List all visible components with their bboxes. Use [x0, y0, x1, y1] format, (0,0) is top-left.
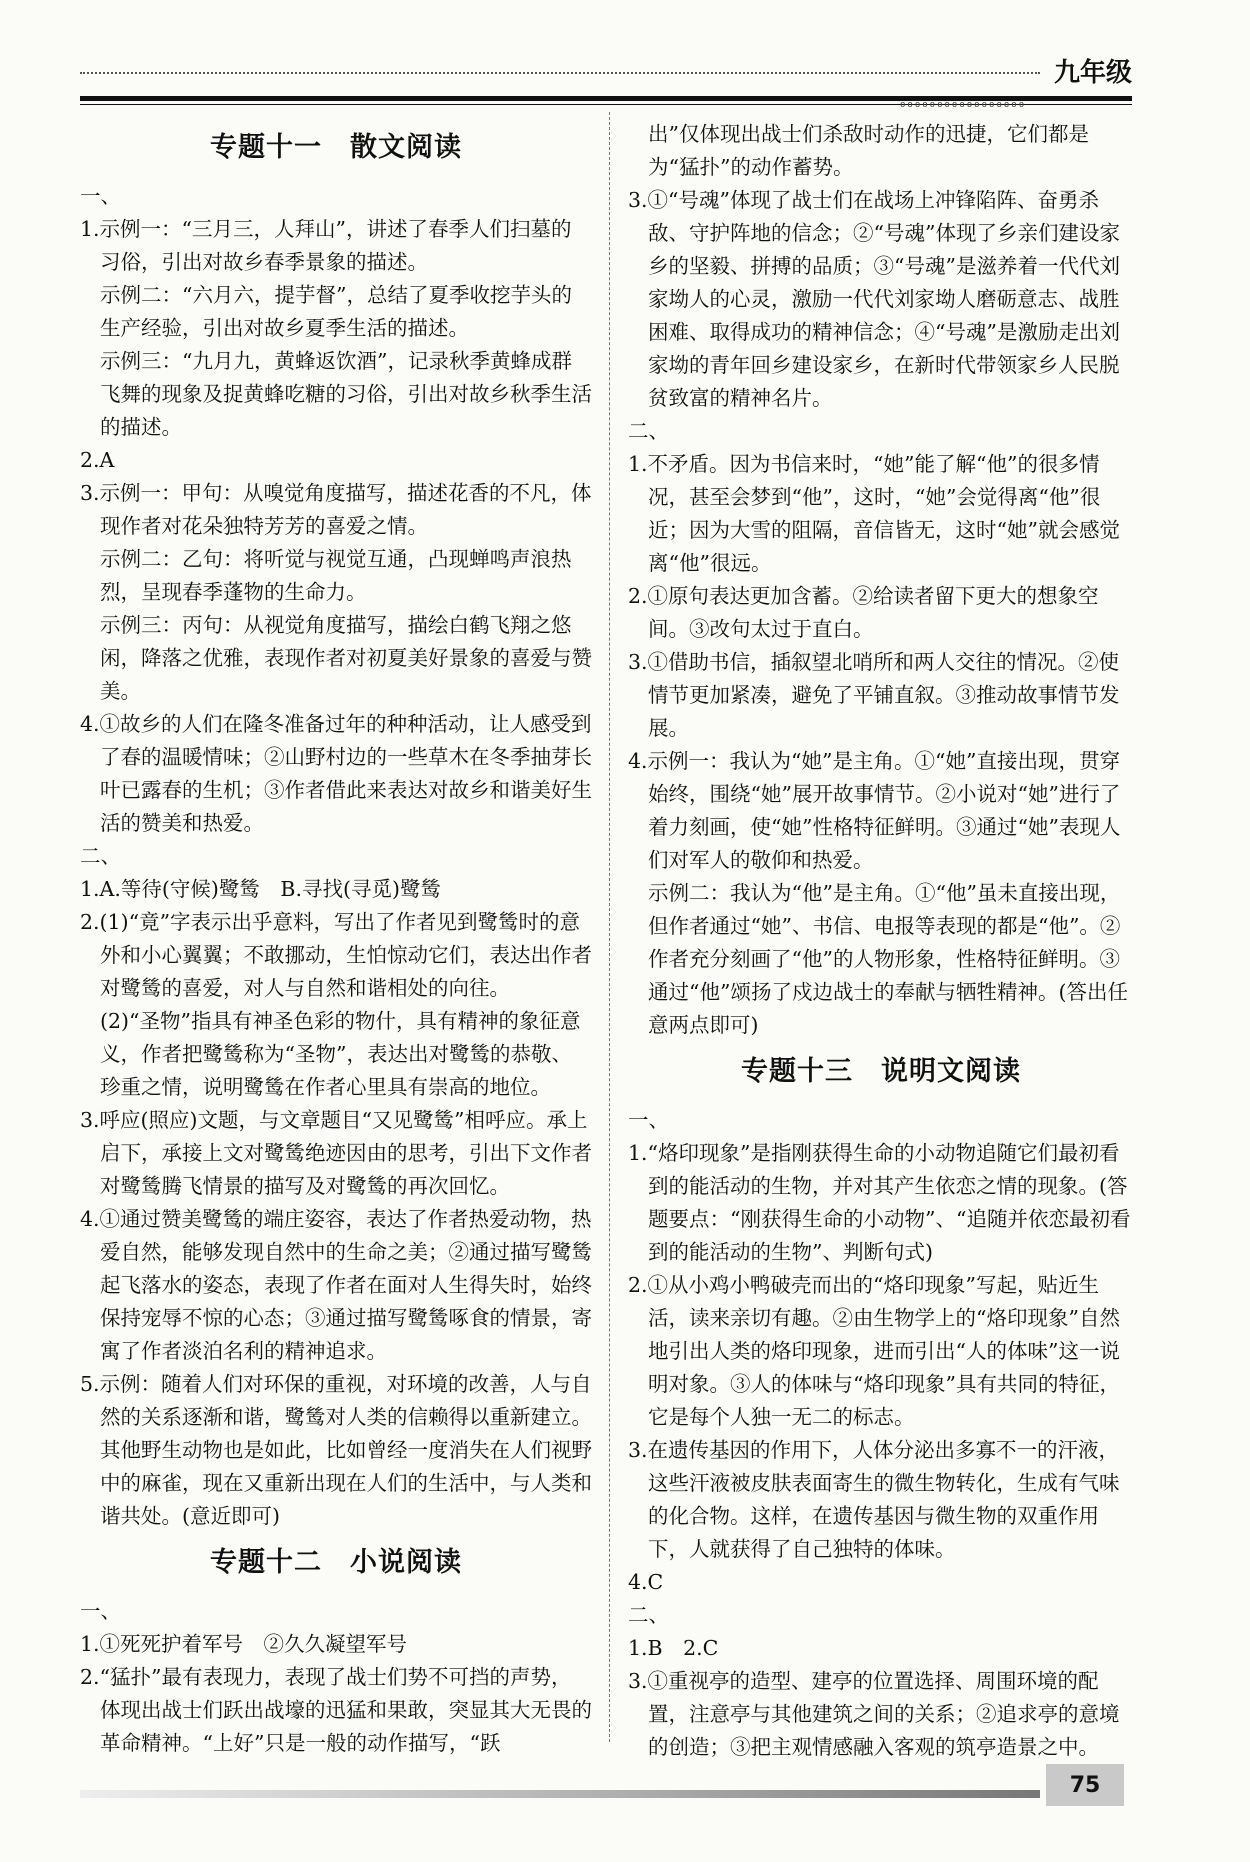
- answer-item: 1.B 2.C: [628, 1636, 719, 1660]
- answer-item: 2.(1)“竟”字表示出乎意料，写出了作者见到鹭鸶时的意外和小心翼翼；不敢挪动，生怕惊动它们，表达出作者对鹭鸶的喜爱，对人与自然和谐相处的向往。: [80, 910, 592, 1000]
- answer-item: 4.C: [628, 1570, 664, 1594]
- part-heading: 二、: [80, 844, 121, 868]
- grade-label: 九年级: [1053, 58, 1132, 88]
- answer-item: 1.“烙印现象”是指刚获得生命的小动物追随它们最初看到的能活动的生物，并对其产生依恋之情的现象。(答题要点：“刚获得生命的小动物”、“追随并依恋最初看到的能活动的生物”、判断句式): [628, 1141, 1131, 1264]
- answer-item: 1.不矛盾。因为书信来时，“她”能了解“他”的很多情况，甚至会梦到“他”，这时，“她”会觉得离“他”很近；因为大雪的阻隔，音信皆无，这时“她”就会感觉离“他”很远。: [628, 452, 1120, 575]
- section-title-13: 专题十三 说明文阅读: [741, 1056, 1021, 1087]
- answer-item: 示例二：我认为“他”是主角。①“他”虽未直接出现，但作者通过“她”、书信、电报等表现的都是“他”。②作者充分刻画了“他”的人物形象，性格特征鲜明。③通过“他”颂扬了戍边战士的奉献与牺牲精神。(答出任意两点即可): [648, 881, 1128, 1037]
- answer-item: 示例三：“九月九，黄蜂返饮酒”，记录秋季黄蜂成群飞舞的现象及捉黄蜂吃糖的习俗，引出对故乡秋季生活的描述。: [100, 349, 592, 439]
- answer-item: 3.呼应(照应)文题，与文章题目“又见鹭鸶”相呼应。承上启下，承接上文对鹭鸶绝迹因由的思考，引出下文作者对鹭鸶腾飞情景的描写及对鹭鸶的再次回忆。: [80, 1108, 592, 1198]
- answer-item: 2.①原句表达更加含蓄。②给读者留下更大的想象空间。③改句太过于直白。: [628, 584, 1099, 641]
- answer-item: 3.示例一：甲句：从嗅觉角度描写，描述花香的不凡，体现作者对花朵独特芳芳的喜爱之情。: [80, 481, 592, 538]
- answer-item: 5.示例：随着人们对环保的重视，对环境的改善，人与自然的关系逐渐和谐，鹭鸶对人类的信赖得以重新建立。其他野生动物也是如此，比如曾经一度消失在人们视野中的麻雀，现在又重新出现在人们的生活中，与人类和谐共处。(意近即可): [80, 1372, 592, 1528]
- answer-item: 1.示例一：“三月三，人拜山”，讲述了春季人们扫墓的习俗，引出对故乡春季景象的描述。: [80, 217, 572, 274]
- answer-item: 2.①从小鸡小鸭破壳而出的“烙印现象”写起，贴近生活，读来亲切有趣。②由生物学上的“烙印现象”自然地引出人类的烙印现象，进而引出“人的体味”这一说明对象。③人的体味与“烙印现象”具有共同的特征，它是每个人独一无二的标志。: [628, 1273, 1120, 1429]
- part-heading: 二、: [628, 1603, 669, 1627]
- answer-item: 示例二：“六月六，提芋督”，总结了夏季收挖芋头的生产经验，引出对故乡夏季生活的描述。: [100, 283, 572, 340]
- section-title-12: 专题十二 小说阅读: [210, 1547, 462, 1578]
- part-heading: 二、: [628, 419, 669, 443]
- section-title-11: 专题十一 散文阅读: [210, 132, 462, 163]
- answer-item: 2.“猛扑”最有表现力，表现了战士们势不可挡的声势，体现出战士们跃出战壕的迅猛和果敢，突显其大无畏的革命精神。“上好”只是一般的动作描写，“跃: [80, 1665, 592, 1755]
- answer-item: 4.①通过赞美鹭鸶的端庄姿容，表达了作者热爱动物，热爱自然，能够发现自然中的生命之美；②通过描写鹭鸶起飞落水的姿态，表现了作者在面对人生得失时，始终保持宠辱不惊的心态；③通过描写鹭鸶啄食的情景，寄寓了作者淡泊名利的精神追求。: [80, 1207, 592, 1363]
- answer-item: 示例二：乙句：将听觉与视觉互通，凸现蝉鸣声浪热烈，呈现春季蓬物的生命力。: [100, 547, 572, 604]
- footer-bar: [80, 1790, 1040, 1798]
- part-heading: 一、: [628, 1108, 669, 1132]
- right-column: [628, 118, 1134, 1764]
- page-number: 75: [1046, 1764, 1124, 1806]
- left-column: [80, 118, 592, 1760]
- answer-item: 1.A.等待(守候)鹭鸶 B.寻找(寻觅)鹭鸶: [80, 877, 441, 901]
- column-divider: [609, 112, 610, 1742]
- answer-item: 4.示例一：我认为“她”是主角。①“她”直接出现，贯穿始终，围绕“她”展开故事情节。②小说对“她”进行了着力刻画，使“她”性格特征鲜明。③通过“她”表现人们对军人的敬仰和热爱。: [628, 749, 1121, 872]
- part-heading: 一、: [80, 1599, 121, 1623]
- answer-item: 出”仅体现出战士们杀敌时动作的迅捷，它们都是为“猛扑”的动作蓄势。: [648, 122, 1089, 179]
- answer-item: 示例三：丙句：从视觉角度描写，描绘白鹤飞翔之悠闲，降落之优雅，表现作者对初夏美好景象的喜爱与赞美。: [100, 613, 592, 703]
- header-dotted-line: [80, 72, 1040, 74]
- answer-item: 3.①“号魂”体现了战士们在战场上冲锋陷阵、奋勇杀敌、守护阵地的信念；②“号魂”体现了乡亲们建设家乡的坚毅、拼搏的品质；③“号魂”是滋养着一代代刘家坳人的心灵，激励一代代刘家坳人磨砺意志、战胜困难、取得成功的精神信念；④“号魂”是激励走出刘家坳的青年回乡建设家乡，在新时代带领家乡人民脱贫致富的精神名片。: [628, 188, 1120, 410]
- header-decoration: ooooooooooooooooo: [900, 100, 1027, 110]
- answer-item: 2.A: [80, 448, 115, 472]
- answer-item: (2)“圣物”指具有神圣色彩的物什，具有精神的象征意义，作者把鹭鸶称为“圣物”，表达出对鹭鸶的恭敬、珍重之情，说明鹭鸶在作者心里具有崇高的地位。: [100, 1009, 581, 1099]
- part-heading: 一、: [80, 184, 121, 208]
- answer-item: 4.①故乡的人们在隆冬准备过年的种种活动，让人感受到了春的温暖情味；②山野村边的一些草木在冬季抽芽长叶已露春的生机；③作者借此来表达对故乡和谐美好生活的赞美和热爱。: [80, 712, 592, 835]
- answer-item: 3.在遗传基因的作用下，人体分泌出多寡不一的汗液，这些汗液被皮肤表面寄生的微生物转化，生成有气味的化合物。这样，在遗传基因与微生物的双重作用下，人就获得了自己独特的体味。: [628, 1438, 1120, 1561]
- answer-item: 3.①借助书信，插叙望北哨所和两人交往的情况。②使情节更加紧凑，避免了平铺直叙。③推动故事情节发展。: [628, 650, 1120, 740]
- answer-item: 1.①死死护着军号 ②久久凝望军号: [80, 1632, 408, 1656]
- answer-item: 3.①重视亭的造型、建亭的位置选择、周围环境的配置，注意亭与其他建筑之间的关系；②追求亭的意境的创造；③把主观情感融入客观的筑亭造景之中。: [628, 1669, 1120, 1759]
